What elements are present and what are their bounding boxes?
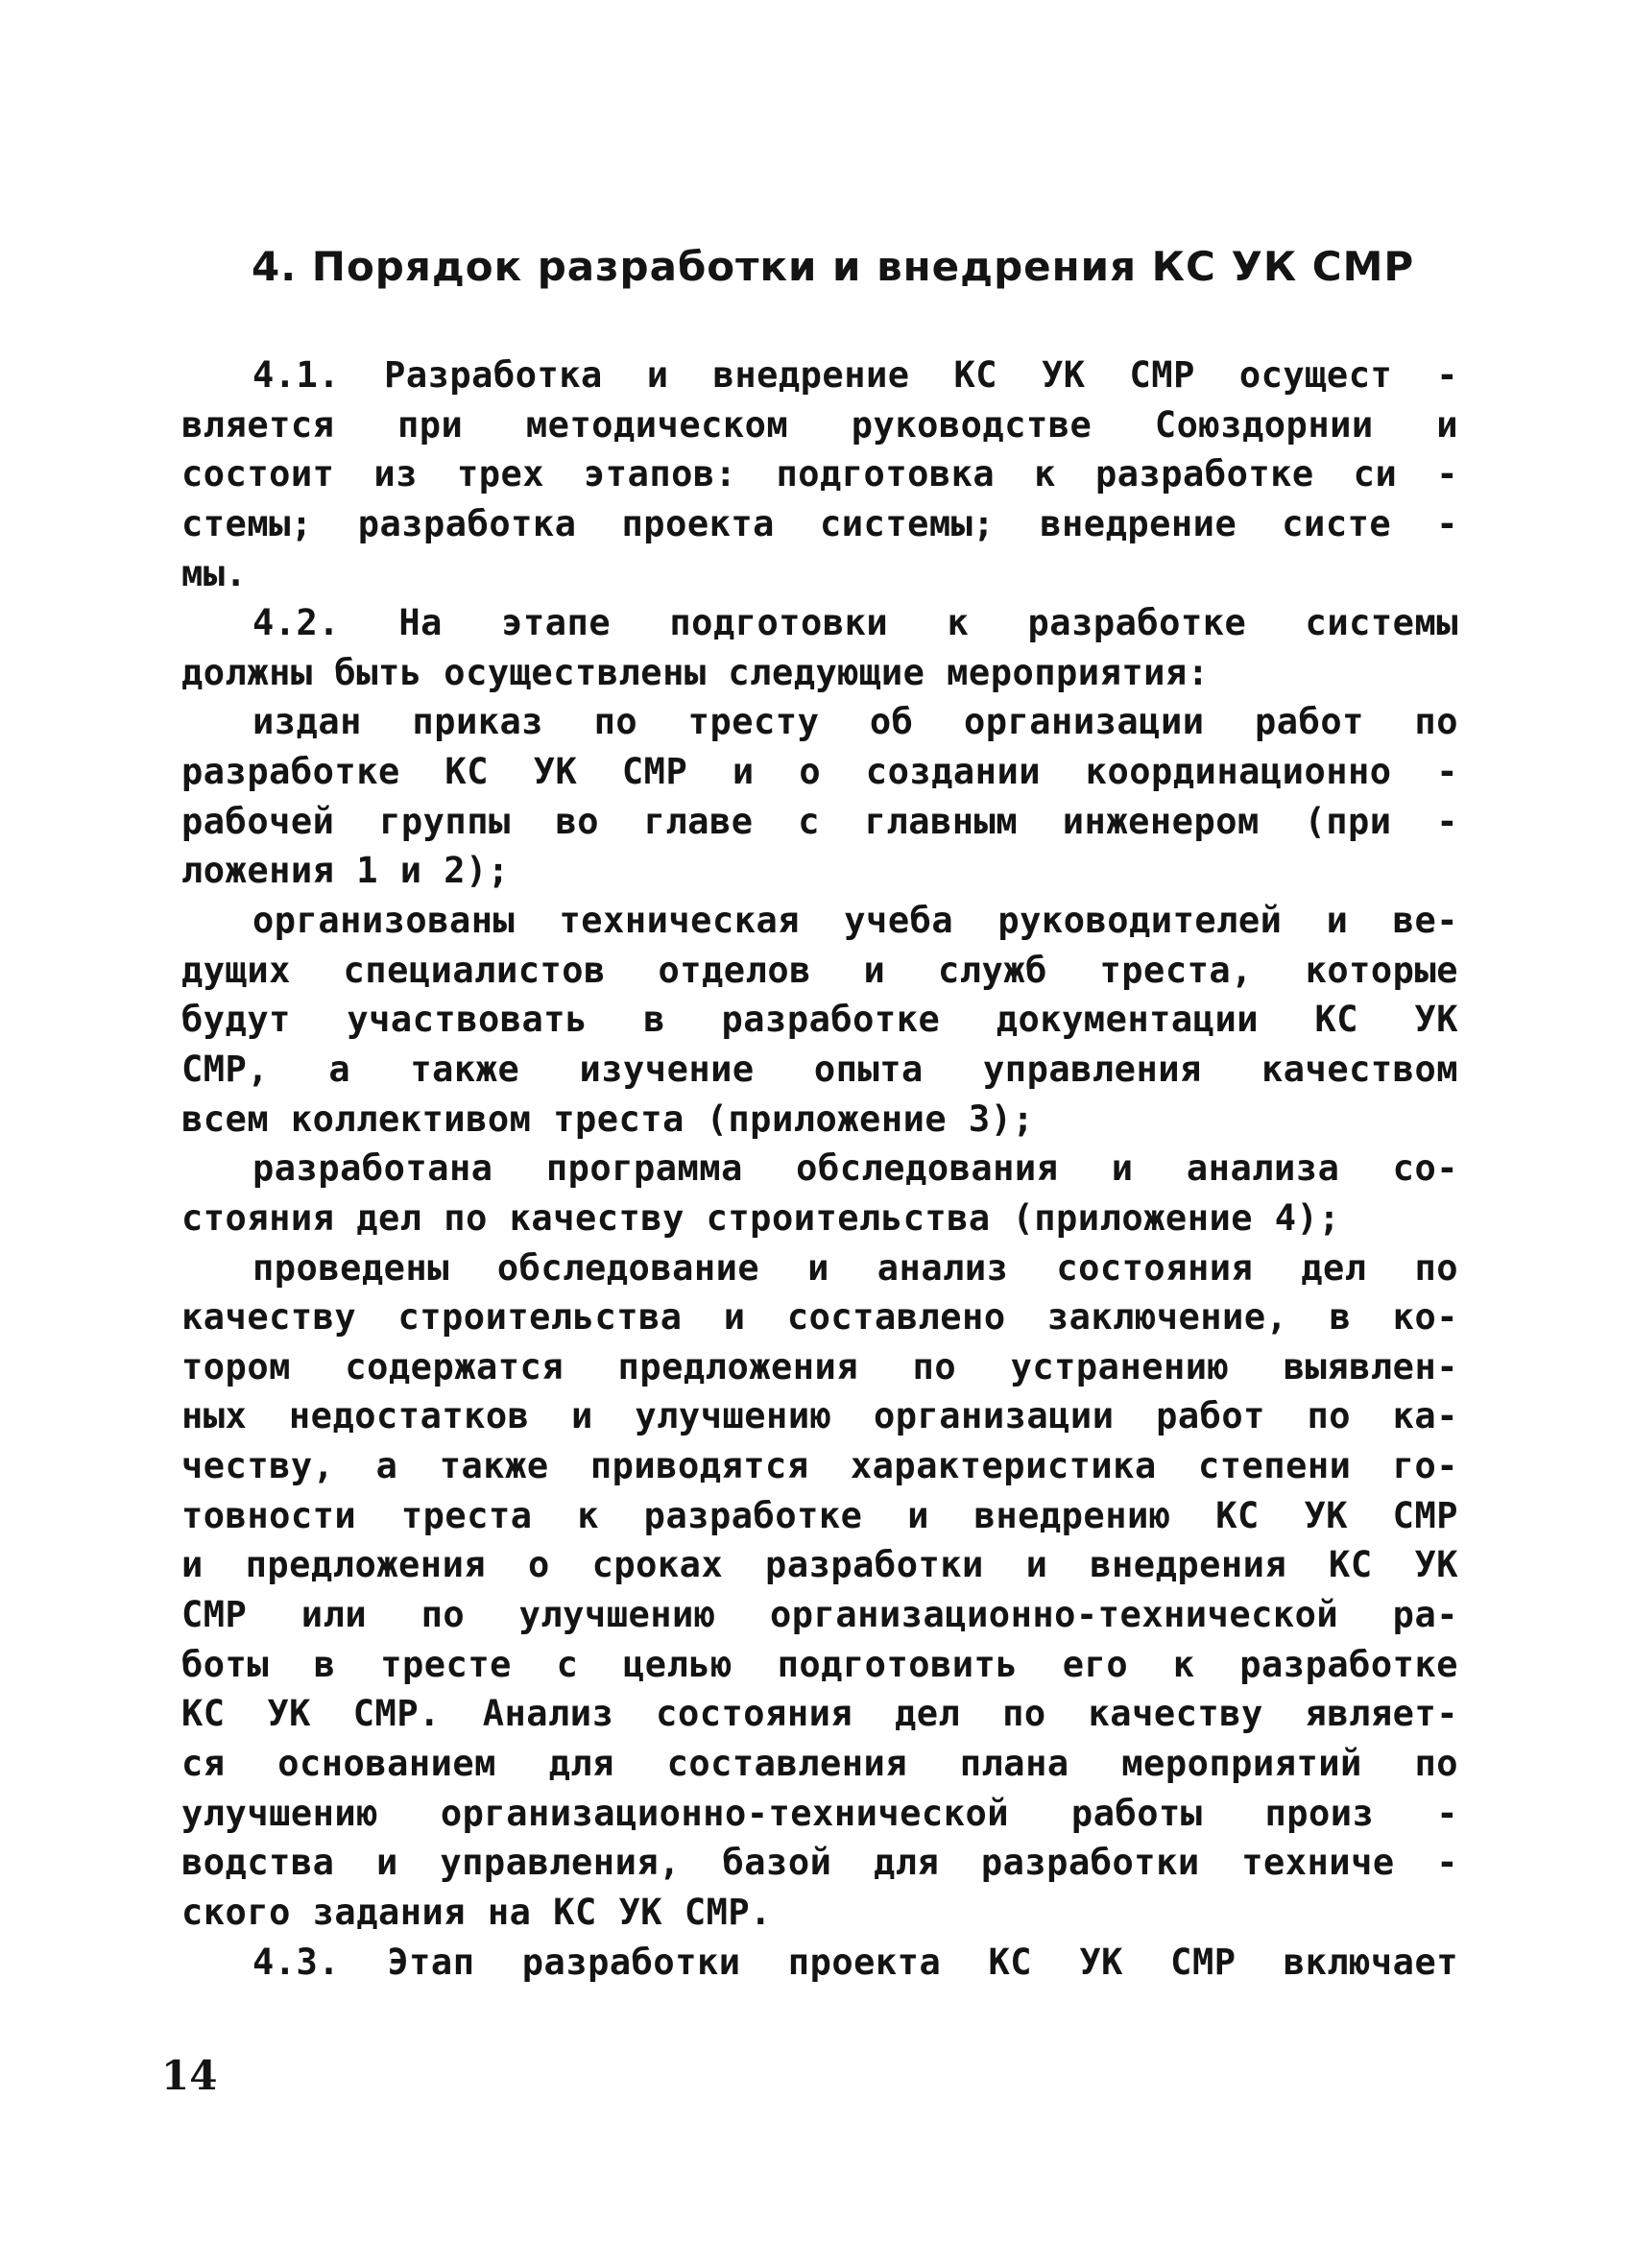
text-line: организованы техническая учеба руководителей и ве-: [252, 900, 1458, 942]
text-line: мы.: [181, 552, 248, 594]
text-line: вляется при методическом руководстве Союздорнии и: [181, 403, 1458, 446]
text-line: должны быть осуществлены следующие мероприятия:: [181, 651, 1210, 693]
text-line: тором содержатся предложения по устранению выявлен-: [181, 1345, 1458, 1387]
text-line: всем коллективом треста (приложение 3);: [181, 1098, 1035, 1140]
text-line: разработке КС УК СМР и о создании координационно -: [181, 751, 1458, 793]
text-line: 4.2. На этапе подготовки к разработке системы: [252, 602, 1458, 644]
text-line: ложения 1 и 2);: [181, 850, 510, 892]
text-line: будут участвовать в разработке документации КС УК: [181, 999, 1458, 1041]
text-line: стояния дел по качеству строительства (приложение 4);: [181, 1196, 1341, 1239]
text-line: боты в тресте с целью подготовить его к разработке: [181, 1643, 1458, 1685]
text-line: и предложения о сроках разработки и внедрения КС УК: [181, 1544, 1458, 1586]
text-line: КС УК СМР. Анализ состояния дел по качеству являет-: [181, 1693, 1458, 1735]
text-line: разработана программа обследования и анализа со-: [252, 1147, 1458, 1190]
text-line: 4.1. Разработка и внедрение КС УК СМР осущест -: [252, 354, 1458, 396]
section-heading: 4. Порядок разработки и внедрения КС УК СМР: [252, 243, 1415, 290]
text-line: дущих специалистов отделов и служб треста, которые: [181, 949, 1458, 991]
text-line: ского задания на КС УК СМР.: [181, 1891, 772, 1933]
text-line: качеству строительства и составлено заключение, в ко-: [181, 1296, 1458, 1339]
text-line: СМР или по улучшению организационно-технической ра-: [181, 1594, 1458, 1636]
body-text: [181, 350, 1458, 1987]
text-line: честву, а также приводятся характеристика степени го-: [181, 1445, 1458, 1487]
text-line: стемы; разработка проекта системы; внедрение систе -: [181, 502, 1458, 544]
text-line: улучшению организационно-технической работы произ -: [181, 1792, 1458, 1834]
text-line: 4.3. Этап разработки проекта КС УК СМР включает: [252, 1941, 1458, 1983]
text-line: СМР, а также изучение опыта управления качеством: [181, 1048, 1458, 1090]
text-line: ся основанием для составления плана мероприятий по: [181, 1742, 1458, 1784]
page-number: 14: [161, 2052, 218, 2099]
text-line: товности треста к разработке и внедрению КС УК СМР: [181, 1494, 1458, 1536]
text-line: рабочей группы во главе с главным инженером (при -: [181, 800, 1458, 842]
text-line: ных недостатков и улучшению организации работ по ка-: [181, 1395, 1458, 1437]
text-line: состоит из трех этапов: подготовка к разработке си -: [181, 453, 1458, 495]
text-line: издан приказ по тресту об организации работ по: [252, 701, 1458, 743]
text-line: водства и управления, базой для разработки техниче -: [181, 1842, 1458, 1884]
text-line: проведены обследование и анализ состояния дел по: [252, 1246, 1458, 1289]
